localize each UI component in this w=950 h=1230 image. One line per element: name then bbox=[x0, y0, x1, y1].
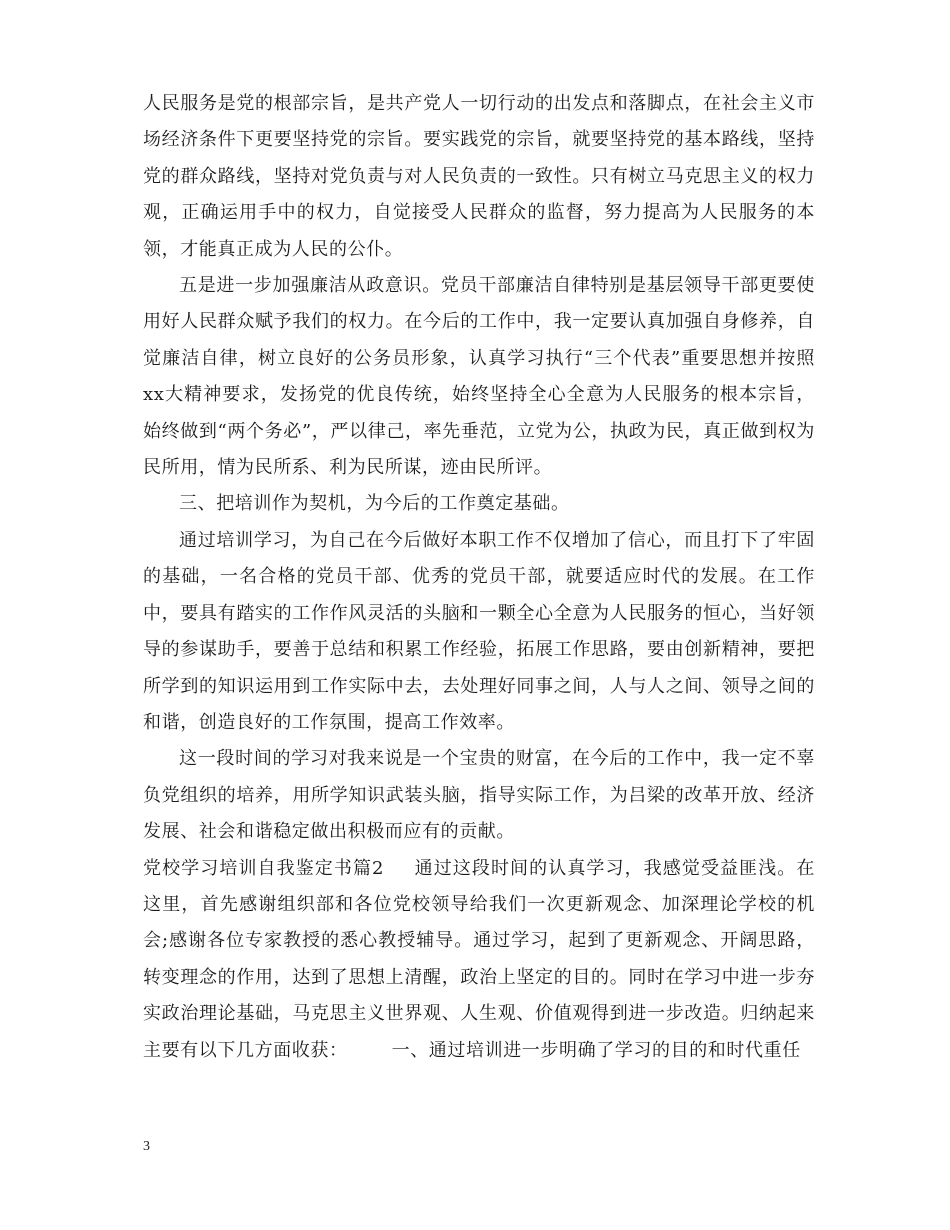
article-2-text: 通过这段时间的认真学习，我感觉受益匪浅。在这里，首先感谢组织部和各位党校领导给我们一次更新观念、加深理论学校的机会;感谢各位专家教授的悉心教授辅导。通过学习，起到了更新观念、开阔思路，转变理念的作用，达到了思想上清醒，政治上坚定的目的。同时在学习中进一步夯实政治理论基础，马克思主义世界观、人生观、价值观得到进一步改造。归纳起来主要有以下几方面收获： bbox=[143, 857, 815, 1061]
paragraph-integrity: 五是进一步加强廉洁从政意识。党员干部廉洁自律特别是基层领导干部更要使用好人民群众赋予我们的权力。在今后的工作中，我一定要认真加强自身修养，自觉廉洁自律，树立良好的公务员形象，认真学习执行“三个代表”重要思想并按照xx大精神要求，发扬党的优良传统，始终坚持全心全意为人民服务的根本宗旨，始终做到“两个务必”，严以律己，率先垂范，立党为公，执政为民，真正做到权为民所用，情为民所系、利为民所谋，迹由民所评。 bbox=[143, 275, 815, 479]
paragraph-continued: 人民服务是党的根部宗旨，是共产党人一切行动的出发点和落脚点，在社会主义市场经济条件下更要坚持党的宗旨。要实践党的宗旨，就要坚持党的基本路线，坚持党的群众路线，坚持对党负责与对人民负责的一致性。只有树立马克思主义的权力观，正确运用手中的权力，自觉接受人民群众的监督，努力提高为人民服务的本领，才能真正成为人民的公仆。 bbox=[143, 93, 815, 260]
page-number: 3 bbox=[143, 1139, 150, 1154]
article-2-subheading: 一、通过培训进一步明确了学习的目的和时代重任 bbox=[391, 1039, 801, 1061]
paragraph-training: 通过培训学习，为自己在今后做好本职工作不仅增加了信心，而且打下了牢固的基础，一名合格的党员干部、优秀的党员干部，就要适应时代的发展。在工作中，要具有踏实的工作作风灵活的头脑和一颗全心全意为人民服务的恒心，当好领导的参谋助手，要善于总结和积累工作经验，拓展工作思路，要由创新精神，要把所学到的知识运用到工作实际中去，去处理好同事之间，人与人之间、领导之间的和谐，创造良好的工作氛围，提高工作效率。 bbox=[143, 529, 815, 733]
document-body bbox=[143, 86, 815, 1069]
article-2-heading: 党校学习培训自我鉴定书篇2 bbox=[143, 857, 385, 879]
paragraph-article-2 bbox=[143, 851, 815, 1069]
section-heading-training: 三、把培训作为契机，为今后的工作奠定基础。 bbox=[179, 493, 570, 515]
paragraph-conclusion: 这一段时间的学习对我来说是一个宝贵的财富，在今后的工作中，我一定不辜负党组织的培养，用所学知识武装头脑，指导实际工作，为吕梁的改革开放、经济发展、社会和谐稳定做出积极而应有的贡献。 bbox=[143, 748, 815, 843]
